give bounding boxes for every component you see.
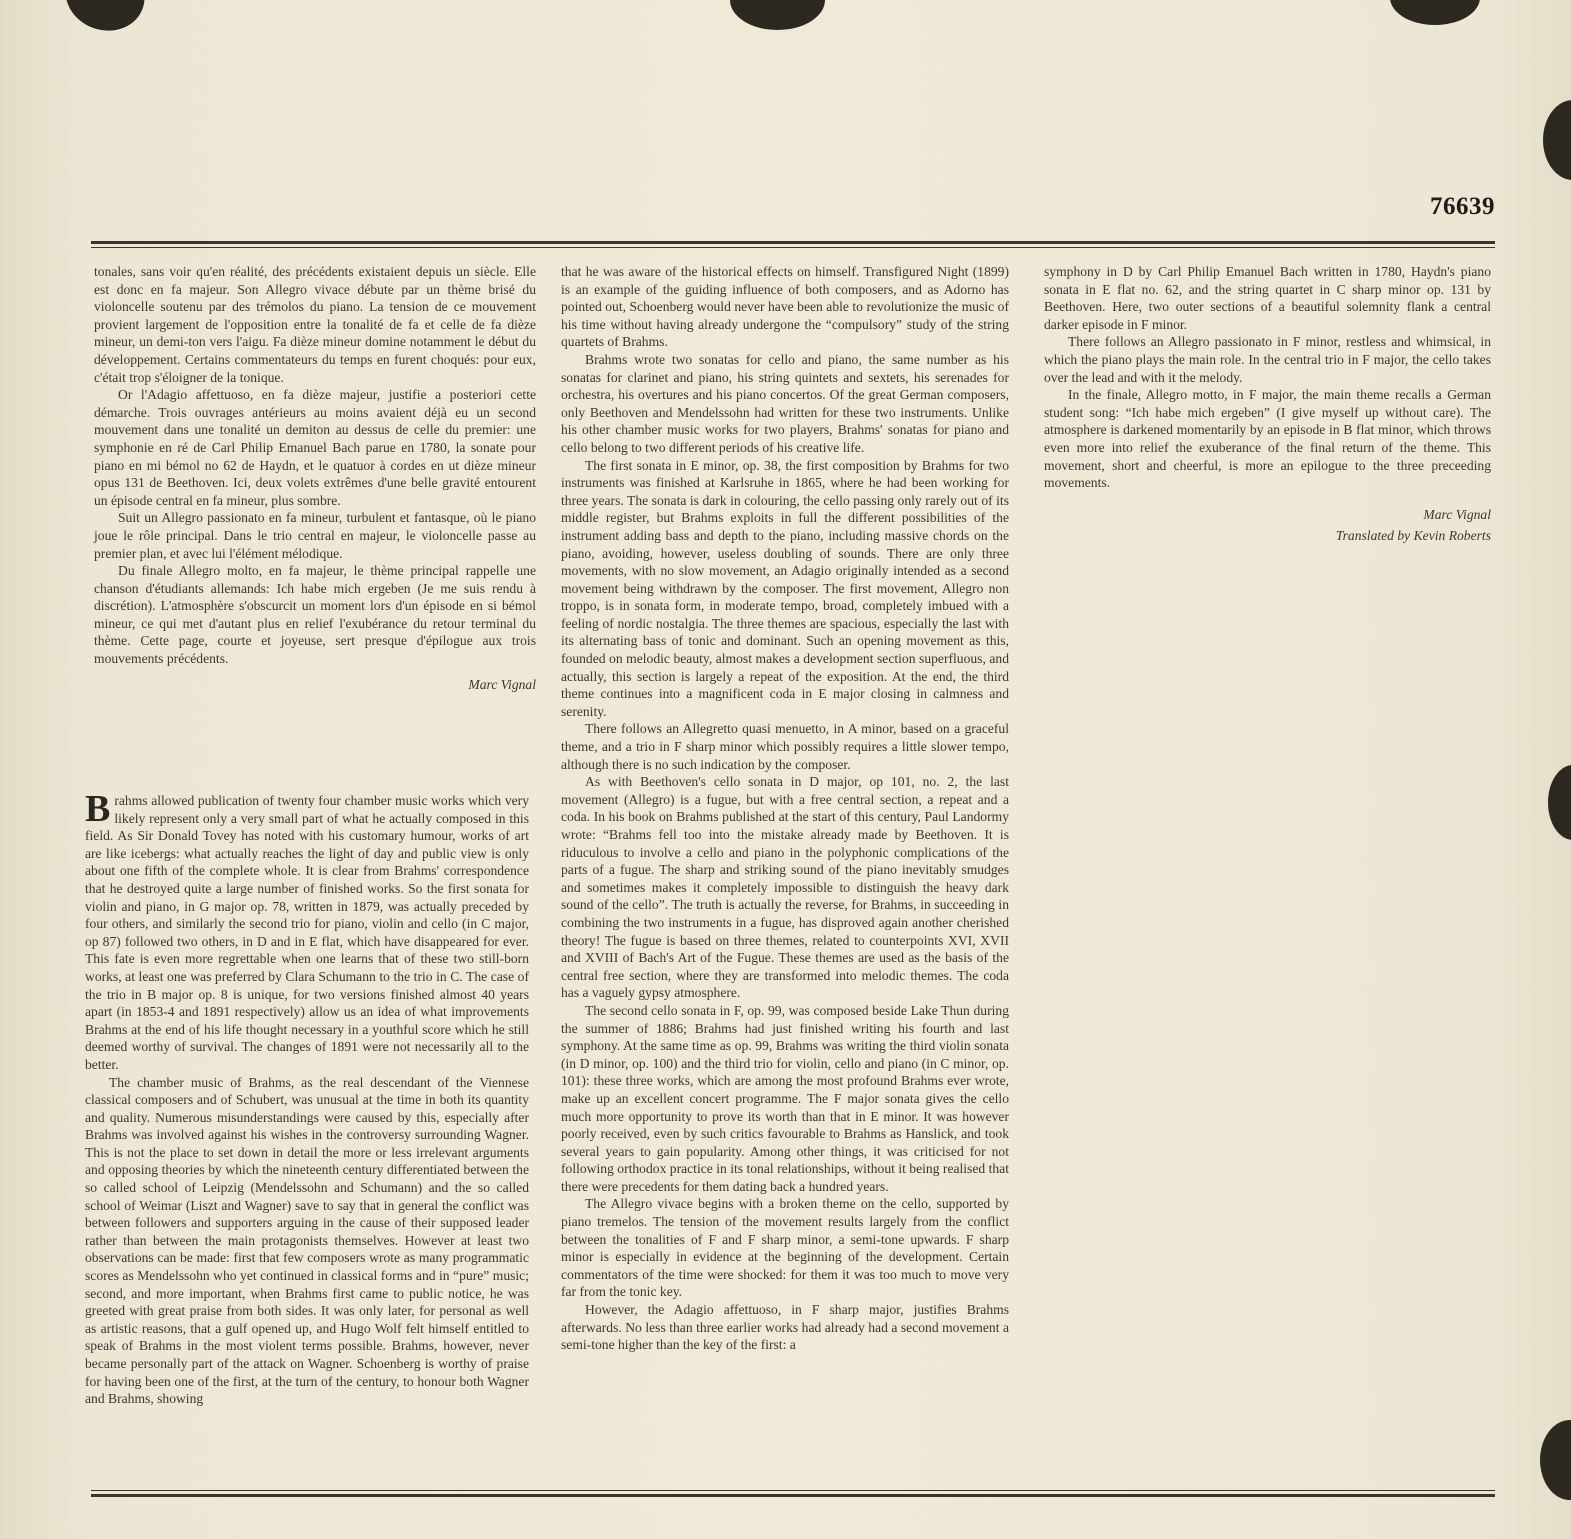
paragraph: tonales, sans voir qu'en réalité, des précédents existaient depuis un siècle. Elle est donc en fa majeur. Son Allegro vivace débute par un thème brisé du violoncelle soutenu par des trémolos du piano. La tension de ce mouvement provient largement de l'opposition entre la tonalité de fa et celle de fa dièze mineur, un demi-ton vers l'aigu. Fa dièze mineur domine notamment le début du développement. Certains commentateurs du temps en furent choqués: pour eux, c'était trop s'éloigner de la tonique. (94, 264, 536, 385)
shadow-mark (1543, 100, 1571, 180)
paragraph: As with Beethoven's cello sonata in D major, op 101, no. 2, the last movement (Allegro) is a fugue, but with a free central section, a repeat and a coda. In his book on Brahms published at the start of this century, Paul Landormy wrote: “Brahms fell too into the mistake already made by Beethoven. It is riduculous to involve a cello and piano in the polyphonic complications of the parts of a fugue. The sharp and striking sound of the piano inevitably smudges and sometimes makes it completely impossible to distinguish the heavy dark sound of the cello”. The truth is actually the reverse, for Brahms, in succeeding in combining the two instruments in a fugue, has disproved again another cherished theory! The fugue is based on three themes, related to counterpoints XVI, XVII and XVIII of Bach's Art of the Fugue. These themes are used as the basis of the central free section, where they are transformed into melodic themes. The coda has a vaguely gypsy atmosphere. (561, 774, 1009, 1001)
paragraph: Or l'Adagio affettuoso, en fa dièze majeur, justifie a posteriori cette démarche. Trois ouvrages antérieurs au moins avaient déjà eu un second mouvement dans une tonalité un demiton au dessus de celle du premier: une symphonie en ré de Carl Philip Emanuel Bach parue en 1780, la sonate pour piano en mi bémol no 62 de Haydn, et le quatuor à cordes en ut dièze mineur opus 131 de Beethoven. Ici, deux volets extrêmes d'une belle gravité entourent un épisode central en fa mineur, plus sombre. (94, 387, 536, 508)
shadow-mark (1548, 765, 1571, 840)
translator-credit: Translated by Kevin Roberts (1335, 528, 1491, 544)
paragraph: that he was aware of the historical effects on himself. Transfigured Night (1899) is an example of the guiding influence of both composers, and as Adorno has pointed out, Schoenberg would never have been able to revolutionize the music of his time without having already undergone the “compulsory” study of the string quartets of Brahms. (561, 264, 1009, 350)
paragraph: The chamber music of Brahms, as the real descendant of the Viennese classical composers and of Schubert, was unusual at the time in both its quantity and quality. Numerous misunderstandings were caused by this, especially after Brahms was involved against his wishes in the controversy surrounding Wagner. This is not the place to set down in detail the more or less irrelevant arguments and opposing theories by which the nineteenth century differentiated between the so called school of Leipzig (Mendelssohn and Schumann) and the so called school of Weimar (Liszt and Wagner) save to say that in general the conflict was between followers and supporters arguing in the cause of their supposed leader rather than between the main protagonists themselves. However at least two observations can be made: first that few composers wrote as many programmatic scores as Mendelssohn who yet continued in classical forms and in “pure” music; second, and more important, when Brahms first came to public notice, he was greeted with great praise from both sides. It was only later, for personal as well as artistic reasons, that a gulf opened up, and Hugo Wolf felt himself entitled to speak of Brahms in the most violent terms possible. Brahms, however, never became personally part of the attack on Wagner. Schoenberg is worthy of praise for having been one of the first, at the turn of the century, to honour both Wagner and Brahms, showing (85, 1074, 529, 1407)
shadow-mark (730, 0, 825, 30)
catalog-number: 76639 (1430, 193, 1495, 220)
shadow-mark (1390, 0, 1480, 25)
author-signature: Marc Vignal (468, 676, 536, 692)
paragraph: However, the Adagio affettuoso, in F sharp major, justifies Brahms afterwards. No less than three earlier works had already had a second movement a semi-tone higher than the key of the first: a (561, 1302, 1009, 1353)
paragraph: The Allegro vivace begins with a broken theme on the cello, supported by piano tremelos. The tension of the movement results largely from the conflict between the tonalities of F and F sharp minor, a semi-tone upwards. F sharp minor is especially in evidence at the beginning of the development. Certain commentators of the time were shocked: for them it was too much to move very far from the tonic key. (561, 1196, 1009, 1300)
shadow-mark (55, 0, 154, 42)
paragraph: The second cello sonata in F, op. 99, was composed beside Lake Thun during the summer of 1886; Brahms had just finished writing his fourth and last symphony. At the same time as op. 99, Brahms was writing the third violin sonata (in D minor, op. 100) and the third trio for violin, cello and piano (in C minor, op. 101): these three works, which are among the most profound Brahms ever wrote, make up an excellent concert programme. The F major sonata gives the cello much more opportunity to prove its worth than that in E minor. It was however poorly received, even by such critics favourable to Brahms as Hanslick, and took several years to gain popularity. Among other things, it was criticised for not following orthodox practice in its tonal relationships, without it being realised that there were precedents for them dating back a hundred years. (561, 1002, 1009, 1194)
drop-cap: B (85, 788, 111, 830)
english-column-2 (561, 263, 1009, 1354)
top-rule (91, 241, 1495, 248)
paragraph: Brahms wrote two sonatas for cello and piano, the same number as his sonatas for clarinet and piano, his string quintets and sextets, his serenades for orchestra, his overtures and his piano concertos. Of the great German composers, only Beethoven and Mendelssohn had written for these two instruments. Unlike his other chamber music works for two players, Brahms' sonatas for piano and cello belong to two different periods of his creative life. (561, 351, 1009, 455)
paragraph: symphony in D by Carl Philip Emanuel Bach written in 1780, Haydn's piano sonata in E flat no. 62, and the string quartet in C sharp minor op. 131 by Beethoven. Here, two outer sections of a beautiful solemnity flank a central darker episode in F minor. (1044, 264, 1491, 332)
french-column (94, 263, 536, 693)
author-signature: Marc Vignal (1423, 506, 1491, 522)
english-column-1 (85, 788, 529, 1408)
paragraph: There follows an Allegretto quasi menuetto, in A minor, based on a graceful theme, and a trio in F sharp minor which possibly requires a little slower tempo, although there is no such indication by the composer. (561, 721, 1009, 772)
paragraph: The first sonata in E minor, op. 38, the first composition by Brahms for two instruments was finished at Karlsruhe in 1865, where he had been working for three years. The sonata is dark in colouring, the cello passing only rarely out of its middle register, but Brahms exploits in full the different possibilities of the instrument adding bass and depth to the piano, including massive chords on the piano, avoiding, however, useless doubling of sounds. There are only three movements, with no slow movement, an Adagio originally intended as a second movement being withdrawn by the composer. The first movement, Allegro non troppo, is in sonata form, in moderate tempo, broad, completely imbued with a feeling of nordic nostalgia. The three themes are spacious, especially the last with its alternating bass of tonic and dominant. Such an opening movement as this, founded on melodic beauty, almost makes a development section superfluous, and actually, this section is largely a repeat of the exposition. At the end, the third theme continues into a magnificent coda in E major closing in calmness and serenity. (561, 457, 1009, 719)
paragraph: rahms allowed publication of twenty four chamber music works which very likely represent only a very small part of what he actually composed in this field. As Sir Donald Tovey has noted with his customary humour, works of art are like icebergs: what actually reaches the light of day and public view is only about one fifth of the complete whole. It is clear from Brahms' correspondence that he destroyed quite a large number of finished works. So the first sonata for violin and piano, in G major op. 78, written in 1879, was actually preceded by four others, and similarly the second trio for piano, violin and cello (in C major, op 87) followed two others, in D and in E flat, which have disappeared for ever. This fate is even more regrettable when one learns that of these two still-born works, at least one was preferred by Clara Schumann to the trio in C. The case of the trio in B major op. 8 is unique, for two versions finished almost 40 years apart (in 1853-4 and 1891 respectively) allow us an idea of what improvements Brahms at the end of his life thought necessary in a youthful score which he still deemed worthy of survival. The changes of 1891 were not necessarily all to the better. (85, 793, 529, 1072)
paragraph: Suit un Allegro passionato en fa mineur, turbulent et fantasque, où le piano joue le rôle principal. Dans le trio central en majeur, le violoncelle passe au premier plan, et avec lui l'élément mélodique. (94, 510, 536, 561)
shadow-mark (1540, 1420, 1571, 1500)
english-column-3 (1044, 263, 1491, 545)
paragraph: In the finale, Allegro motto, in F major, the main theme recalls a German student song: “Ich habe mich ergeben” (I give myself up without care). The atmosphere is darkened momentarily by an episode in B flat minor, which throws even more into relief the exuberance of the final return of the theme. This movement, short and cheerful, is more an epilogue to the three preceeding movements. (1044, 387, 1491, 491)
paragraph: Du finale Allegro molto, en fa majeur, le thème principal rappelle une chanson d'étudiants allemands: Ich habe mich ergeben (Je me suis rendu à discrétion). L'atmosphère s'obscurcit un moment lors d'un épisode en si bémol mineur, ce qui met d'autant plus en relief l'exubérance du retour terminal du thème. Cette page, courte et joyeuse, sert presque d'épilogue aux trois mouvements précédents. (94, 563, 536, 667)
bottom-rule (91, 1490, 1495, 1497)
paragraph: There follows an Allegro passionato in F minor, restless and whimsical, in which the piano plays the main role. In the central trio in F major, the cello takes over the lead and with it the melody. (1044, 334, 1491, 385)
